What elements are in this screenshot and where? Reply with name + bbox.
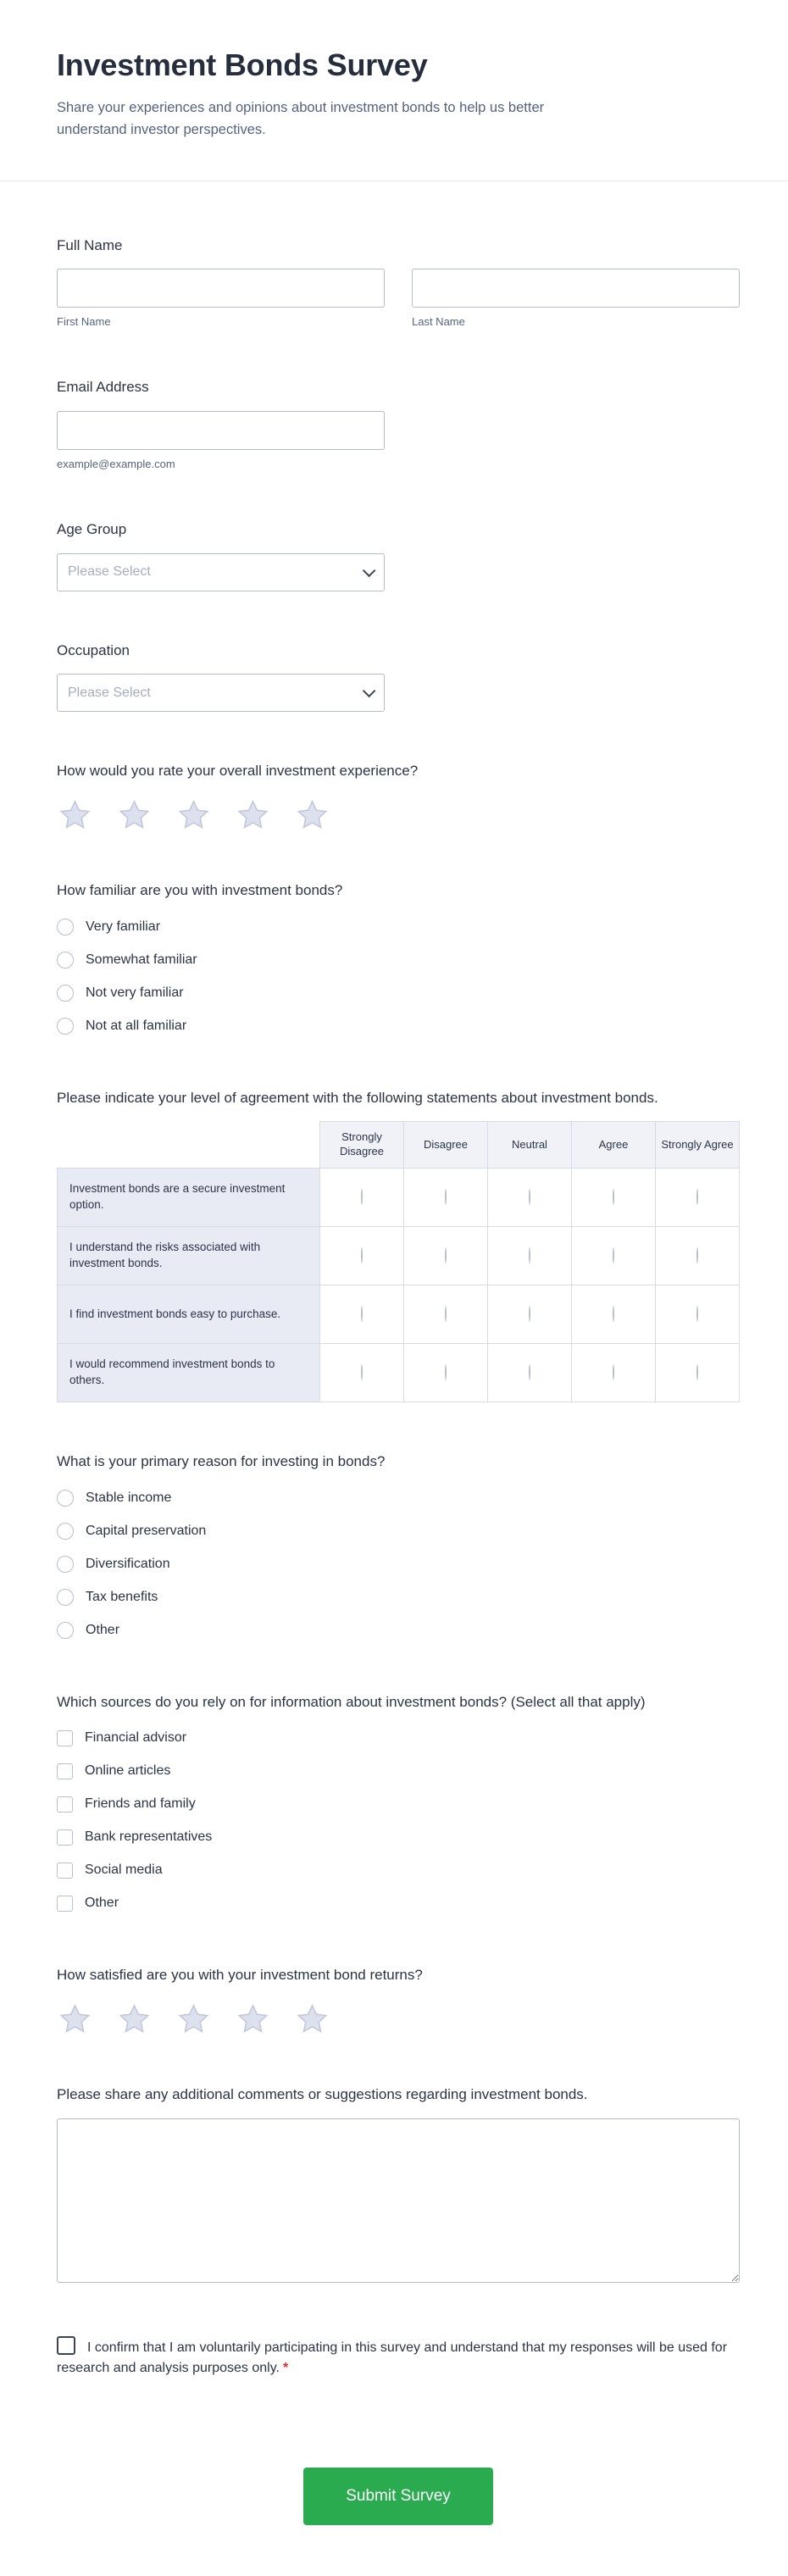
checkbox-option-label: Friends and family [85,1796,196,1812]
matrix-radio-cell[interactable] [488,1285,572,1344]
question-comments [57,2085,740,2287]
submit-button[interactable]: Submit Survey [303,2468,493,2525]
primary-reason-options [57,1485,740,1643]
radio-option-label: Very familiar [86,919,161,934]
radio-icon [57,1018,74,1035]
familiarity-options [57,914,740,1039]
matrix-radio-cell[interactable] [488,1169,572,1227]
radio-icon [696,1364,698,1380]
radio-icon [529,1364,530,1380]
question-consent [57,2336,740,2380]
consent-row [57,2336,735,2380]
radio-option[interactable] [57,1485,740,1511]
last-name-field [412,269,740,328]
radio-option-label: Not very familiar [86,985,184,1000]
matrix-label: Please indicate your level of agreement with the following statements about investment bonds. [57,1089,658,1106]
matrix-radio-cell[interactable] [404,1169,488,1227]
star-icon-5[interactable] [296,2003,329,2035]
consent-checkbox[interactable] [57,2336,75,2355]
radio-icon [696,1189,698,1205]
checkbox-option-label: Financial advisor [85,1730,187,1746]
form-subtitle: Share your experiences and opinions about investment bonds to help us better understand investor perspectives. [57,100,545,138]
agreement-matrix-table [57,1121,740,1402]
checkbox-icon [57,1763,73,1779]
star-icon-3[interactable] [177,799,210,831]
matrix-radio-cell[interactable] [656,1285,740,1344]
form-body [0,181,788,2576]
matrix-radio-cell[interactable] [320,1227,404,1285]
checkbox-option[interactable] [57,1824,740,1850]
matrix-radio-cell[interactable] [320,1169,404,1227]
question-sources [57,1692,740,1917]
last-name-sublabel: Last Name [412,315,465,329]
radio-option[interactable] [57,1618,740,1643]
matrix-column-header: Disagree [404,1122,488,1169]
radio-option[interactable] [57,914,740,940]
experience-star-rating [57,799,740,831]
question-primary-reason [57,1452,740,1643]
first-name-input[interactable] [57,269,385,308]
matrix-radio-cell[interactable] [656,1227,740,1285]
occupation-label: Occupation [57,641,130,658]
comments-textarea[interactable] [57,2118,740,2283]
radio-option[interactable] [57,1552,740,1577]
radio-icon [57,1490,74,1507]
matrix-radio-cell[interactable] [572,1169,656,1227]
first-name-sublabel: First Name [57,315,111,329]
form-header [0,0,788,181]
checkbox-option-label: Social media [85,1863,163,1878]
radio-option[interactable] [57,980,740,1006]
checkbox-option[interactable] [57,1791,740,1817]
radio-icon [613,1306,614,1322]
checkbox-icon [57,1896,73,1912]
radio-icon [445,1364,447,1380]
full-name-row [57,269,740,328]
matrix-row-label: I would recommend investment bonds to others. [58,1344,320,1402]
radio-icon [361,1364,363,1380]
question-experience-rating [57,761,740,831]
checkbox-option-label: Other [85,1896,119,1911]
matrix-row [58,1169,740,1227]
radio-icon [613,1247,614,1263]
matrix-row-label: I find investment bonds easy to purchase. [58,1285,320,1344]
radio-option[interactable] [57,1518,740,1544]
radio-option-label: Capital preservation [86,1523,207,1538]
sources-options [57,1725,740,1916]
matrix-radio-cell[interactable] [488,1344,572,1402]
matrix-row [58,1285,740,1344]
first-name-field [57,269,385,328]
chevron-down-icon [363,564,376,577]
radio-option-label: Other [86,1622,120,1637]
question-occupation [57,641,740,713]
checkbox-option[interactable] [57,1725,740,1751]
matrix-radio-cell[interactable] [488,1227,572,1285]
radio-option-label: Not at all familiar [86,1018,187,1033]
primary-reason-label: What is your primary reason for investing in bonds? [57,1453,386,1470]
radio-option[interactable] [57,947,740,973]
matrix-row [58,1227,740,1285]
radio-option-label: Tax benefits [86,1589,158,1604]
radio-icon [529,1189,530,1205]
star-icon-2[interactable] [118,799,151,831]
matrix-radio-cell[interactable] [320,1344,404,1402]
radio-icon [445,1247,447,1263]
checkbox-option[interactable] [57,1758,740,1784]
consent-label: I confirm that I am voluntarily participating in this survey and understand that my responses will be used for research and analysis purposes only. [57,2340,728,2376]
matrix-radio-cell[interactable] [572,1227,656,1285]
matrix-radio-cell[interactable] [404,1344,488,1402]
radio-icon [696,1306,698,1322]
radio-icon [696,1247,698,1263]
email-label: Email Address [57,379,149,396]
question-agreement-matrix [57,1088,740,1402]
required-asterisk: * [282,2361,289,2376]
radio-icon [445,1306,447,1322]
matrix-column-header: Strongly Disagree [320,1122,404,1169]
star-icon-1[interactable] [58,2003,92,2035]
radio-icon [57,1523,74,1540]
star-icon-2[interactable] [118,2003,151,2035]
matrix-radio-cell[interactable] [320,1285,404,1344]
radio-option[interactable] [57,1585,740,1610]
sources-label: Which sources do you rely on for information about investment bonds? (Select all that apply) [57,1693,646,1710]
matrix-radio-cell[interactable] [404,1227,488,1285]
checkbox-icon [57,1796,73,1813]
star-icon-1[interactable] [58,799,92,831]
satisfaction-star-rating [57,2003,740,2035]
occupation-placeholder: Please Select [68,685,151,700]
matrix-column-header: Neutral [488,1122,572,1169]
radio-icon [57,952,74,969]
question-age-group [57,519,740,591]
matrix-radio-cell[interactable] [656,1169,740,1227]
radio-option-label: Stable income [86,1490,172,1505]
submit-row [57,2429,740,2576]
star-icon-4[interactable] [236,2003,269,2035]
radio-icon [529,1247,530,1263]
age-group-label: Age Group [57,521,127,538]
comments-label: Please share any additional comments or suggestions regarding investment bonds. [57,2085,588,2102]
matrix-column-header: Strongly Agree [656,1122,740,1169]
email-sublabel: example@example.com [57,458,175,471]
radio-icon [613,1189,614,1205]
radio-icon [361,1306,363,1322]
matrix-radio-cell[interactable] [404,1285,488,1344]
matrix-row [58,1344,740,1402]
checkbox-option-label: Bank representatives [85,1829,213,1845]
age-group-select[interactable] [57,553,385,591]
question-satisfaction-rating [57,1965,740,2035]
last-name-input[interactable] [412,269,740,308]
matrix-radio-cell[interactable] [572,1344,656,1402]
checkbox-icon [57,1730,73,1746]
checkbox-option-label: Online articles [85,1763,171,1779]
radio-option-label: Somewhat familiar [86,952,197,967]
matrix-column-header: Agree [572,1122,656,1169]
occupation-select[interactable] [57,674,385,712]
radio-icon [613,1364,614,1380]
matrix-corner-cell [58,1122,320,1169]
star-icon-4[interactable] [236,799,269,831]
radio-icon [57,1589,74,1606]
matrix-radio-cell[interactable] [572,1285,656,1344]
radio-option[interactable] [57,1013,740,1039]
email-field-wrap [57,411,385,470]
question-familiarity [57,880,740,1039]
matrix-row-label: Investment bonds are a secure investment option. [58,1169,320,1227]
familiarity-label: How familiar are you with investment bonds? [57,881,343,898]
checkbox-option[interactable] [57,1857,740,1883]
question-full-name [57,236,740,329]
age-group-placeholder: Please Select [68,564,151,580]
satisfaction-rating-label: How satisfied are you with your investment bond returns? [57,1967,423,1984]
checkbox-icon [57,1829,73,1846]
radio-icon [361,1247,363,1263]
radio-icon [361,1189,363,1205]
experience-rating-label: How would you rate your overall investment experience? [57,763,419,780]
radio-icon [57,919,74,935]
question-email [57,377,740,470]
radio-icon [57,1556,74,1573]
checkbox-option[interactable] [57,1890,740,1916]
radio-icon [57,1622,74,1639]
radio-icon [445,1189,447,1205]
star-icon-3[interactable] [177,2003,210,2035]
chevron-down-icon [363,685,376,698]
radio-icon [57,985,74,1002]
star-icon-5[interactable] [296,799,329,831]
radio-icon [529,1306,530,1322]
email-input[interactable] [57,411,385,450]
checkbox-icon [57,1863,73,1879]
matrix-radio-cell[interactable] [656,1344,740,1402]
matrix-row-label: I understand the risks associated with investment bonds. [58,1227,320,1285]
full-name-label: Full Name [57,236,123,253]
radio-option-label: Diversification [86,1556,170,1571]
form-title: Investment Bonds Survey [57,47,428,82]
